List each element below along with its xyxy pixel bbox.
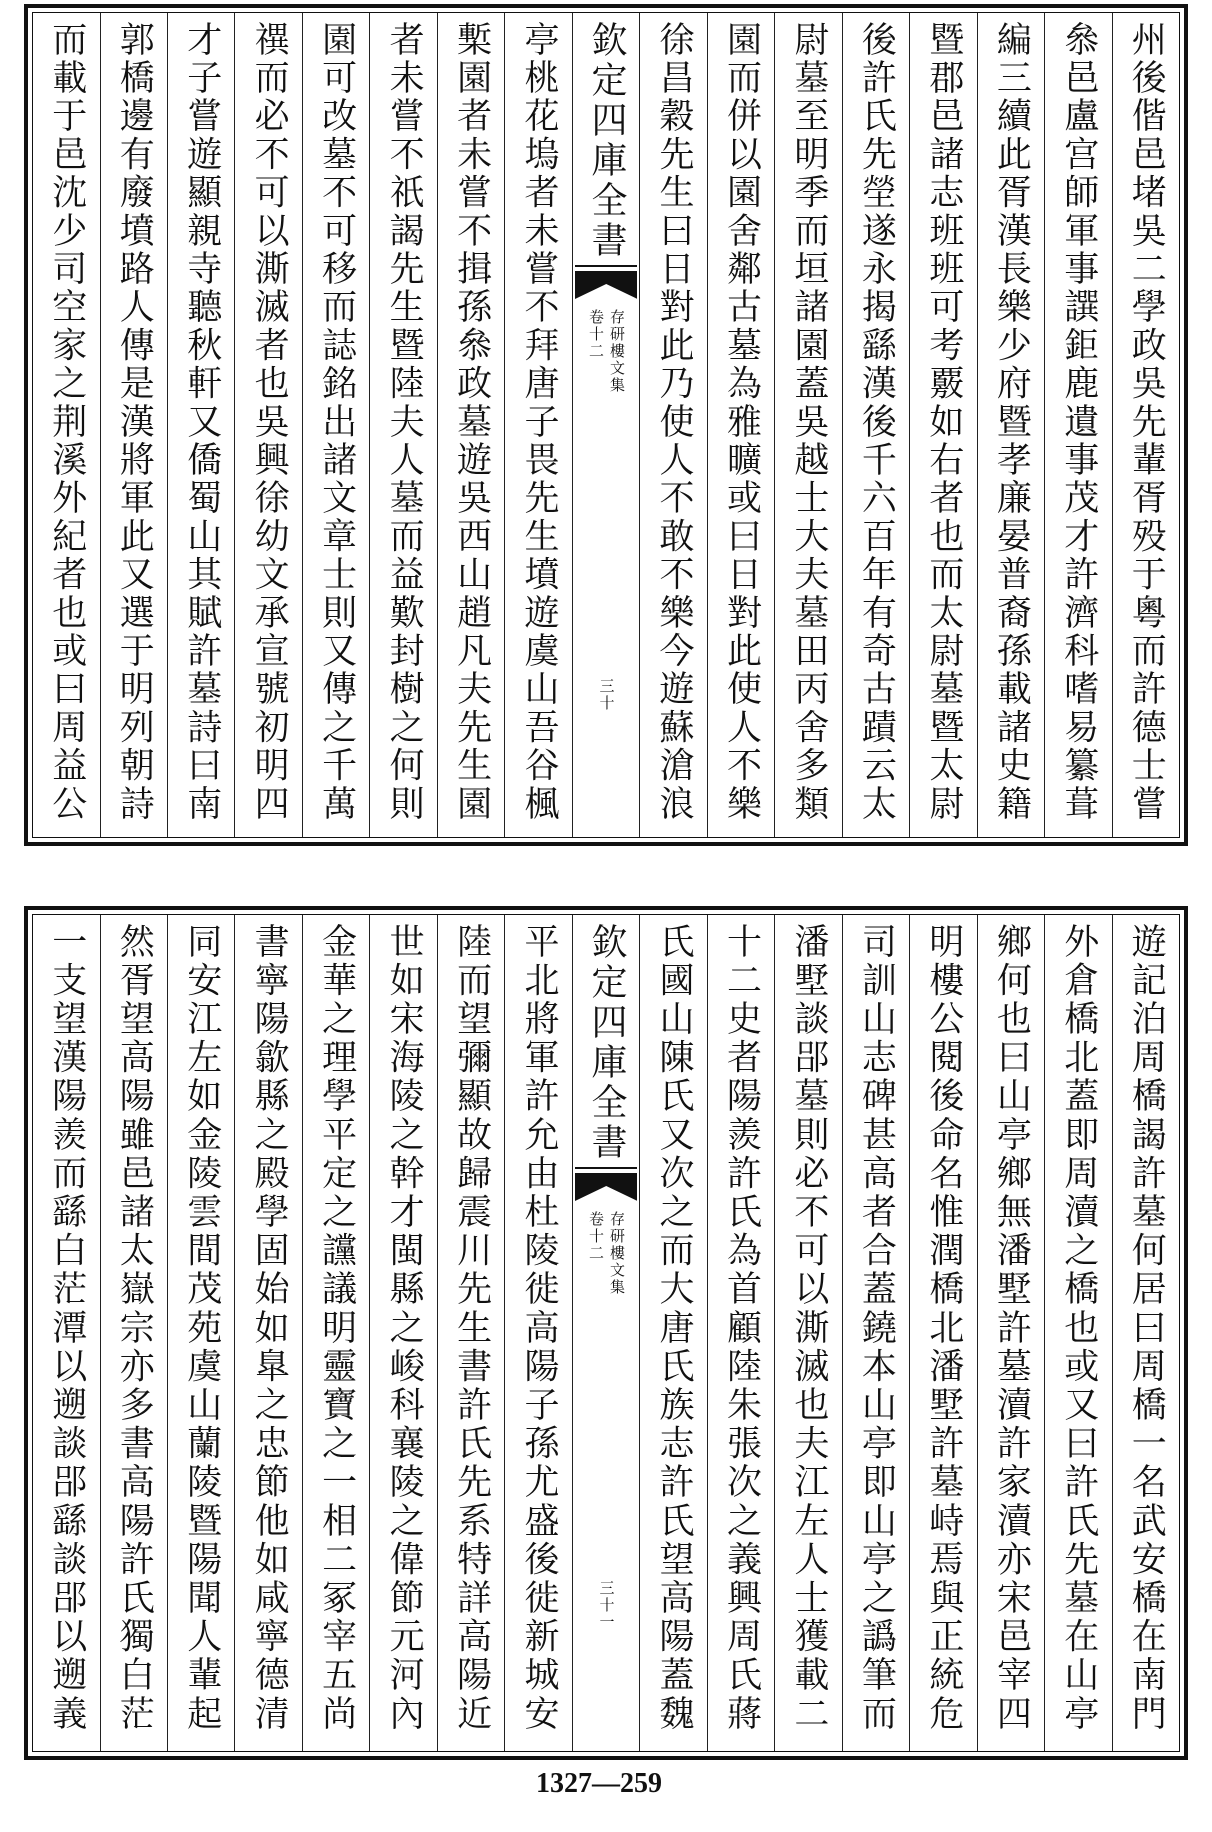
- center-fold: [572, 13, 639, 837]
- text-column: [437, 13, 504, 837]
- text-column: [234, 915, 301, 1751]
- fold-subtitle: [587, 309, 627, 394]
- column-grid: [32, 12, 1180, 838]
- fold-title: 欽定四庫全書: [586, 21, 628, 261]
- column-text: 尉墓至明季而垣諸園蓋吳越士大夫墓田丙舍多類: [788, 21, 829, 824]
- center-fold: [572, 915, 639, 1751]
- folio-number: 三十一: [597, 1580, 616, 1631]
- book-title: 存研樓文集: [608, 1211, 627, 1296]
- text-column: [977, 915, 1044, 1751]
- column-text: 者未嘗不祇謁先生暨陸夫人墓而益歎封樹之何則: [384, 21, 425, 824]
- column-text: 平北將軍許允由杜陵徙高陽子孫尤盛後徙新城安: [519, 923, 560, 1734]
- column-text: 才子嘗遊顯親寺聽秋軒又僑蜀山其賦許墓詩曰南: [181, 21, 222, 824]
- text-column: [774, 13, 841, 837]
- text-column: [1044, 915, 1111, 1751]
- text-column: [639, 13, 706, 837]
- column-text: 禩而必不可以澌滅者也吳興徐幼文承宣號初明四: [249, 21, 290, 824]
- text-column: [707, 915, 774, 1751]
- column-text: 書寧陽歙縣之殿學固始如臯之忠節他如咸寧德清: [249, 923, 290, 1734]
- text-column: [234, 13, 301, 837]
- text-column: [842, 915, 909, 1751]
- column-text: 司訓山志碑甚高者合蓋鐃本山亭即山亭之譌筆而: [856, 923, 897, 1734]
- text-column: [33, 13, 99, 837]
- volume-label: 卷十二: [587, 1211, 606, 1262]
- fishtail-mark: [575, 1167, 637, 1203]
- column-text: 叅邑盧宫師軍事譔鉅鹿遺事茂才許濟科嗜易纂葺: [1058, 21, 1099, 824]
- column-text: 鄉何也曰山亭鄉無潘墅許墓瀆許家瀆亦宋邑宰四: [991, 923, 1032, 1734]
- text-column: [369, 915, 436, 1751]
- text-column: [1044, 13, 1111, 837]
- column-text: 一支望漢陽羨而繇白茫潭以遡談郘繇談郘以遡義: [46, 923, 87, 1734]
- text-column: [977, 13, 1044, 837]
- fold-subtitle: [587, 1211, 627, 1296]
- fold-title: 欽定四庫全書: [586, 923, 628, 1163]
- text-column: [909, 13, 976, 837]
- folio-number: 三十: [597, 678, 616, 712]
- text-column: [504, 915, 571, 1751]
- text-column: [707, 13, 774, 837]
- text-column: [100, 915, 167, 1751]
- column-text: 園而併以園舍鄰古墓為雅曠或曰日對此使人不樂: [721, 21, 762, 824]
- column-text: 園可改墓不可移而誌銘出諸文章士則又傳之千萬: [316, 21, 357, 824]
- column-text: 潘墅談郘墓則必不可以澌滅也夫江左人士獲載二: [788, 923, 829, 1734]
- column-text: 陸而望彌顯故歸震川先生書許氏先系特詳高陽近: [451, 923, 492, 1734]
- text-column: [369, 13, 436, 837]
- column-text: 編三續此胥漢長樂少府暨孝廉晏普裔孫載諸史籍: [991, 21, 1032, 824]
- text-column: [504, 13, 571, 837]
- volume-label: 卷十二: [587, 309, 606, 360]
- column-text: 金華之理學平定之讜議明靈寶之一相二冢宰五尚: [316, 923, 357, 1734]
- text-column: [909, 915, 976, 1751]
- text-column: [774, 915, 841, 1751]
- text-column: [639, 915, 706, 1751]
- text-column: [167, 915, 234, 1751]
- column-text: 世如宋海陵之幹才閩縣之峻科襄陵之偉節元河內: [384, 923, 425, 1734]
- column-text: 亭桃花塢者未嘗不拜唐子畏先生墳遊虞山吾谷楓: [519, 21, 560, 824]
- text-column: [437, 915, 504, 1751]
- column-text: 槧園者未嘗不揖孫叅政墓遊吳西山趙凡夫先生園: [451, 21, 492, 824]
- column-text: 然胥望高陽雖邑諸太嶽宗亦多書高陽許氏獨白茫: [114, 923, 155, 1734]
- text-column: [302, 13, 369, 837]
- text-column: [842, 13, 909, 837]
- page-frame-lower: [24, 906, 1188, 1760]
- page-reference: 1327—259: [536, 1768, 662, 1799]
- text-column: [302, 915, 369, 1751]
- column-text: 遊記泊周橋謁許墓何居曰周橋一名武安橋在南門: [1126, 923, 1167, 1734]
- page-frame-upper: [24, 4, 1188, 846]
- text-column: [100, 13, 167, 837]
- column-text: 明樓公閱後命名惟潤橋北潘墅許墓峙焉與正統危: [923, 923, 964, 1734]
- text-column: [1112, 13, 1179, 837]
- column-text: 郭橋邊有廢墳路人傳是漢將軍此又選于明列朝詩: [114, 21, 155, 824]
- book-title: 存研樓文集: [608, 309, 627, 394]
- column-text: 暨郡邑諸志班班可考覈如右者也而太尉墓暨太尉: [923, 21, 964, 824]
- column-grid: [32, 914, 1180, 1752]
- column-text: 州後偕邑堵吳二學政吳先輩胥殁于粵而許德士嘗: [1126, 21, 1167, 824]
- column-text: 徐昌穀先生曰日對此乃使人不敢不樂今遊蘇滄浪: [653, 21, 694, 824]
- column-text: 氏國山陳氏又次之而大唐氏族志許氏望高陽蓋魏: [653, 923, 694, 1734]
- column-text: 十二史者陽羨許氏為首顧陸朱張次之義興周氏蔣: [721, 923, 762, 1734]
- column-text: 而載于邑沈少司空家之荆溪外紀者也或曰周益公: [46, 21, 87, 824]
- fishtail-mark: [575, 265, 637, 301]
- text-column: [1112, 915, 1179, 1751]
- column-text: 外倉橋北蓋即周瀆之橋也或又曰許氏先墓在山亭: [1058, 923, 1099, 1734]
- column-text: 後許氏先塋遂永揭繇漢後千六百年有奇古蹟云太: [856, 21, 897, 824]
- text-column: [167, 13, 234, 837]
- column-text: 同安江左如金陵雲間茂苑虞山蘭陵暨陽聞人輩起: [181, 923, 222, 1734]
- text-column: [33, 915, 99, 1751]
